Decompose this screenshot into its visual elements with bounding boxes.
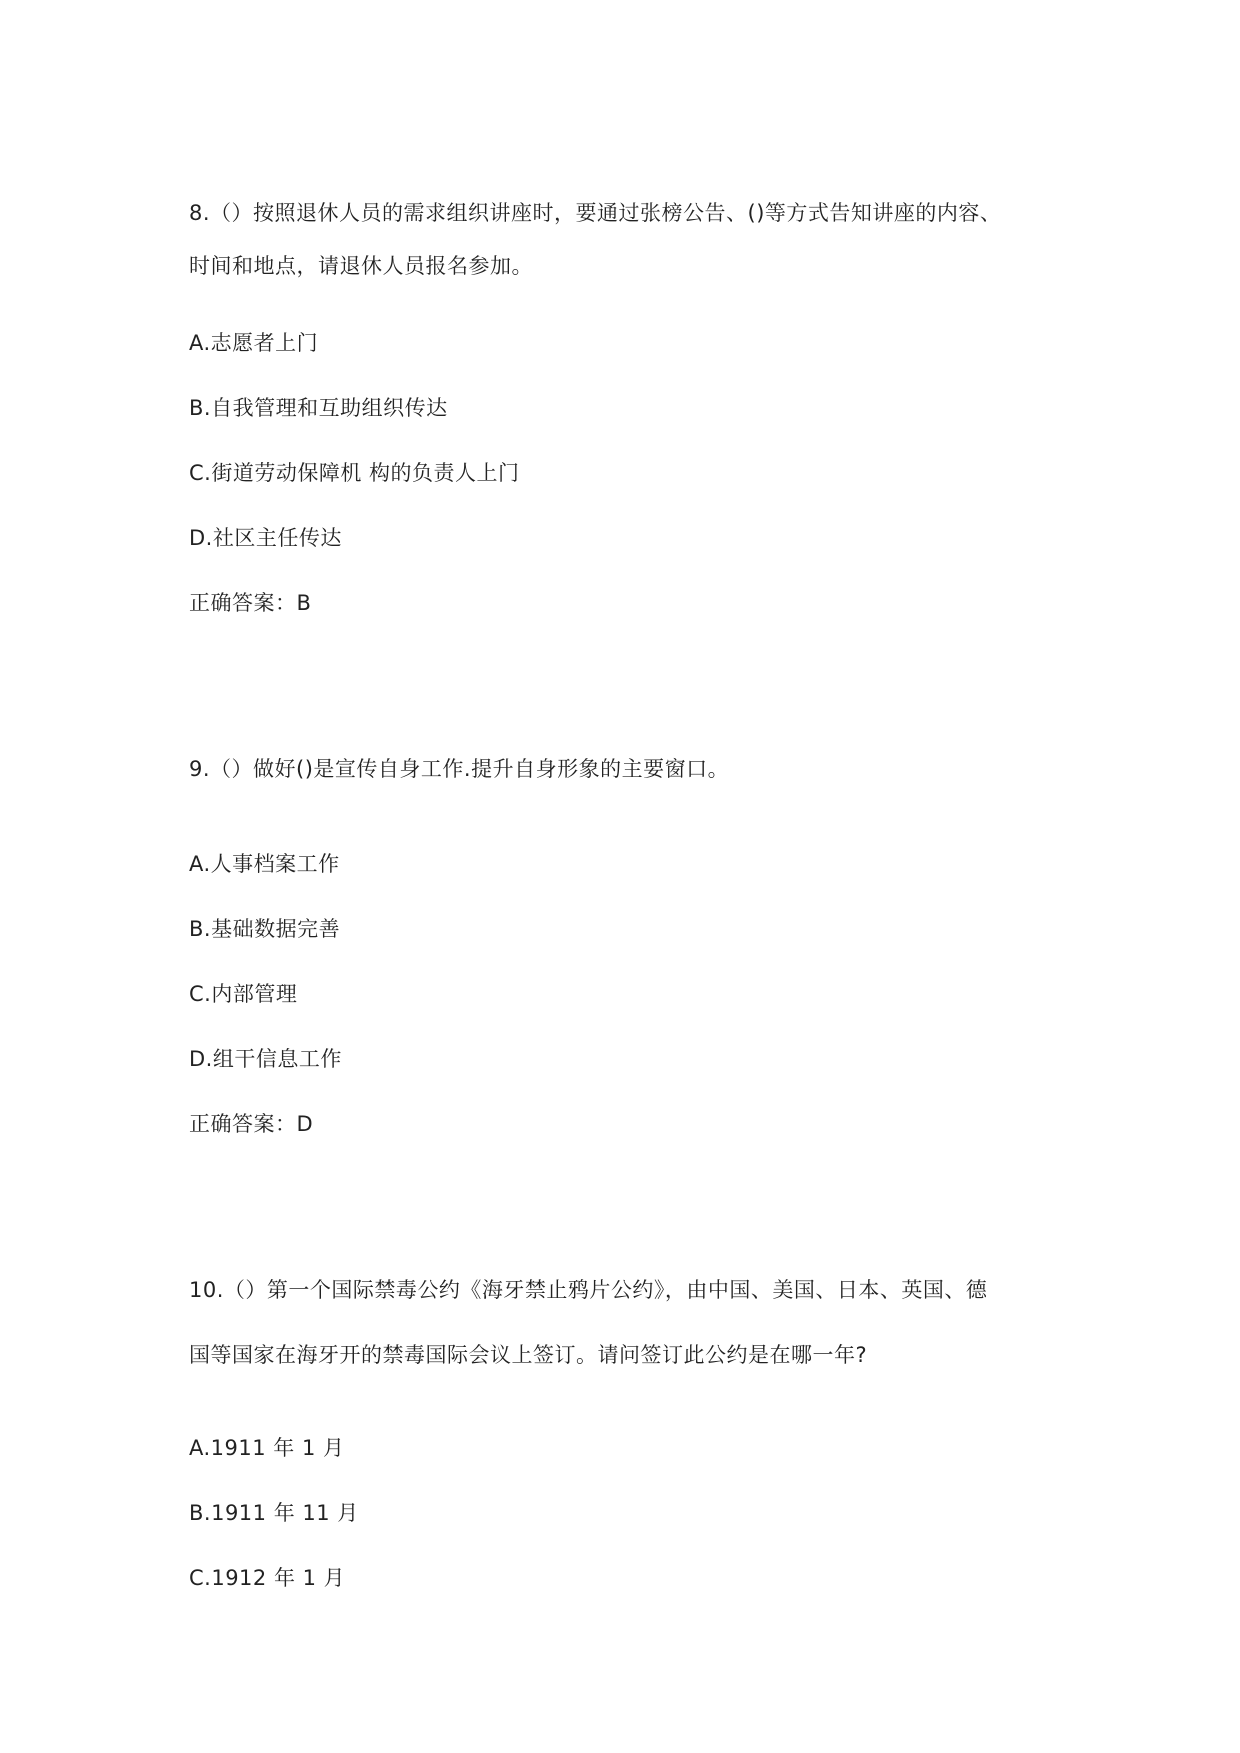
question-9-answer: 正确答案：D <box>189 1112 314 1136</box>
question-10-option-b: B.1911 年 11 月 <box>189 1501 359 1525</box>
question-8-option-d: D.社区主任传达 <box>189 526 342 550</box>
question-10-option-a: A.1911 年 1 月 <box>189 1436 345 1460</box>
question-8-option-b: B.自我管理和互助组织传达 <box>189 396 448 420</box>
question-9-option-b: B.基础数据完善 <box>189 917 341 941</box>
question-8-stem-line-2: 时间和地点，请退休人员报名参加。 <box>189 254 533 278</box>
question-10-stem-line-2: 国等国家在海牙开的禁毒国际会议上签订。请问签订此公约是在哪一年? <box>189 1343 868 1367</box>
question-10-stem-line-1: 10.（）第一个国际禁毒公约《海牙禁止鸦片公约》，由中国、美国、日本、英国、德 <box>189 1278 988 1302</box>
question-9-option-c: C.内部管理 <box>189 982 298 1006</box>
question-8-stem-line-1: 8.（）按照退休人员的需求组织讲座时，要通过张榜公告、()等方式告知讲座的内容、 <box>189 201 1002 225</box>
question-9-option-a: A.人事档案工作 <box>189 852 340 876</box>
question-10-option-c: C.1912 年 1 月 <box>189 1566 346 1590</box>
question-9-stem-line-1: 9.（）做好()是宣传自身工作.提升自身形象的主要窗口。 <box>189 757 730 781</box>
question-8-answer: 正确答案：B <box>189 591 312 615</box>
question-9-option-d: D.组干信息工作 <box>189 1047 342 1071</box>
question-8-option-c: C.街道劳动保障机 构的负责人上门 <box>189 461 520 485</box>
question-8-option-a: A.志愿者上门 <box>189 331 319 355</box>
